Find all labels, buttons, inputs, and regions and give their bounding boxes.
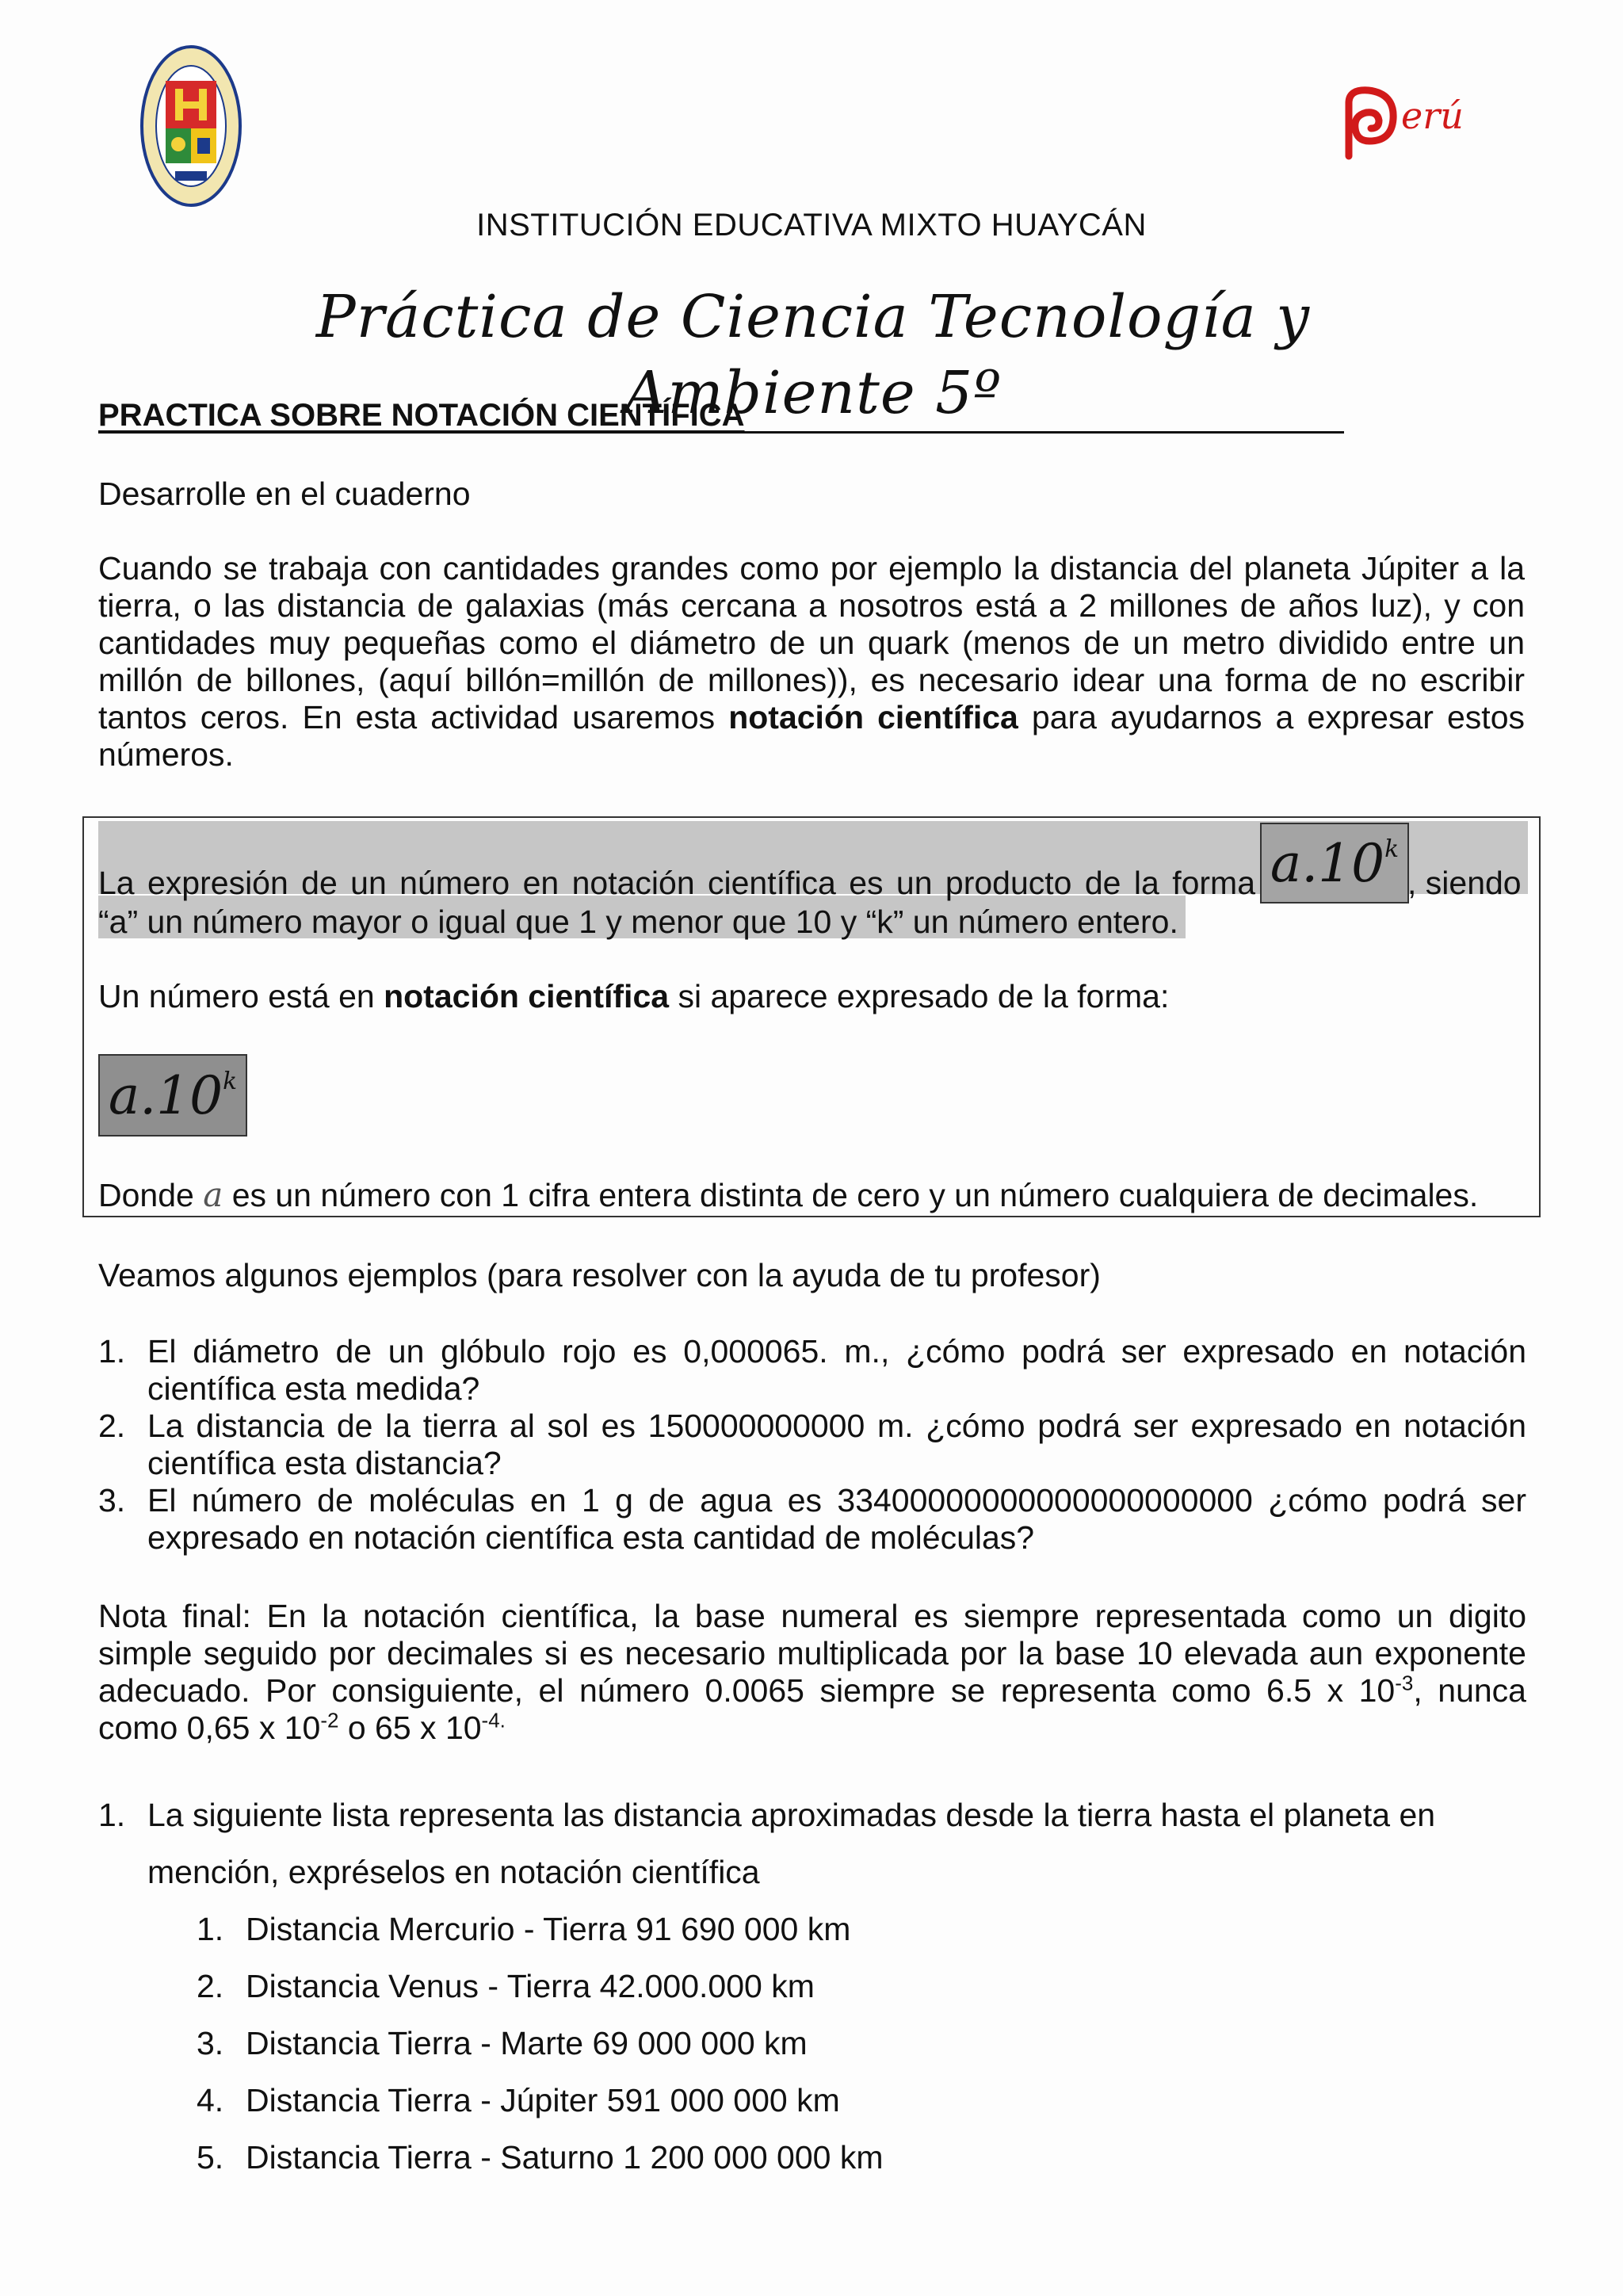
- exercise-item-text: Distancia Mercurio - Tierra 91 690 000 km: [246, 1911, 851, 1947]
- example-item: [98, 1333, 1526, 1408]
- intro-paragraph: [98, 550, 1525, 774]
- exercise-item: [197, 1901, 1526, 1958]
- exercise-item-text: Distancia Tierra - Saturno 1 200 000 000 km: [246, 2139, 884, 2176]
- intro-text-b: para ayudarnos a expresar estos números.: [98, 699, 1525, 773]
- examples-list: [98, 1333, 1526, 1557]
- final-note: [98, 1598, 1526, 1747]
- formula-inline: [1260, 823, 1409, 904]
- exercise-line2: mención, expréselos en notación científica: [147, 1854, 760, 1890]
- exercise-items: [98, 1901, 1526, 2186]
- exercise-item-number: 2.: [197, 1968, 224, 2004]
- definition-line1-end: , siendo: [1407, 865, 1522, 901]
- donde-line: [98, 1176, 1478, 1214]
- example-item: [98, 1408, 1526, 1482]
- examples-intro: Veamos algunos ejemplos (para resolver con la ayuda de tu profesor): [98, 1257, 1101, 1293]
- definition-line2: “a” un número mayor o igual que 1 y menor que 10 y “k” un número entero.: [98, 904, 1178, 940]
- school-seal-logo: [139, 44, 242, 208]
- note-exponent-c: -4.: [481, 1708, 506, 1733]
- example-number: 1.: [98, 1333, 126, 1370]
- exercise-item-text: Distancia Tierra - Júpiter 591 000 000 km: [246, 2082, 840, 2118]
- donde-variable: a: [203, 1175, 223, 1214]
- definition-sentence-a: Un número está en: [98, 978, 384, 1014]
- exercise-item: [197, 2072, 1526, 2129]
- school-name: INSTITUCIÓN EDUCATIVA MIXTO HUAYCÁN: [476, 208, 1147, 243]
- donde-label: Donde: [98, 1177, 194, 1213]
- example-text: El número de moléculas en 1 g de agua es 33400000000000000000000 ¿cómo podrá ser expresado en notación científica esta cantidad de moléculas?: [147, 1482, 1526, 1556]
- example-number: 2.: [98, 1408, 126, 1444]
- example-item: [98, 1482, 1526, 1557]
- exercise-number: 1.: [98, 1797, 126, 1833]
- exercise-block: [98, 1786, 1526, 2186]
- definition-line1: La expresión de un número en notación científica es un producto de la forma: [98, 865, 1255, 901]
- formula-block: [98, 1054, 247, 1137]
- formula-block-exp: k: [223, 1067, 238, 1095]
- example-number: 3.: [98, 1482, 126, 1519]
- note-text-a: Nota final: En la notación científica, la base numeral es siempre representada como un digito simple seguido por decimales si es necesario multiplicada por la base 10 elevada aun exponente adecuado. Por consiguiente, el número 0.0065 siempre se representa como 6.5 x 10: [98, 1598, 1526, 1709]
- intro-bold: notación científica: [728, 699, 1018, 735]
- exercise-item-number: 4.: [197, 2082, 224, 2118]
- example-text: La distancia de la tierra al sol es 150000000000 m. ¿cómo podrá ser expresado en notación científica esta distancia?: [147, 1408, 1526, 1481]
- note-exponent-a: -3: [1395, 1671, 1414, 1695]
- practice-title: Práctica de Ciencia Tecnología y Ambiente 5º: [282, 279, 1344, 434]
- definition-sentence-b: si aparece expresado de la forma:: [669, 978, 1170, 1014]
- donde-rest: es un número con 1 cifra entera distinta de cero y un número cualquiera de decimales.: [231, 1177, 1479, 1213]
- exercise-item: [197, 2129, 1526, 2186]
- note-exponent-b: -2: [320, 1708, 339, 1733]
- peru-logo: [1325, 81, 1484, 176]
- example-text: El diámetro de un glóbulo rojo es 0,000065. m., ¿cómo podrá ser expresado en notación científica esta medida?: [147, 1333, 1526, 1407]
- exercise-item-text: Distancia Venus - Tierra 42.000.000 km: [246, 1968, 815, 2004]
- exercise-item: [197, 1958, 1526, 2015]
- note-text-c: o 65 x 10: [338, 1710, 482, 1746]
- definition-sentence: [98, 978, 1169, 1015]
- instruction-text: Desarrolle en el cuaderno: [98, 476, 471, 512]
- formula-inline-exp: k: [1384, 835, 1400, 863]
- note-text-b: , nunca como 0,65 x 10: [98, 1672, 1526, 1746]
- exercise-item: [197, 2015, 1526, 2072]
- exercise-item-number: 1.: [197, 1911, 224, 1947]
- exercise-item-number: 5.: [197, 2139, 224, 2176]
- svg-text:erú: erú: [1401, 94, 1464, 137]
- section-title: PRACTICA SOBRE NOTACIÓN CIENTÍFICA: [98, 398, 745, 433]
- definition-sentence-bold: notación científica: [384, 978, 670, 1014]
- exercise-item-text: Distancia Tierra - Marte 69 000 000 km: [246, 2025, 808, 2061]
- intro-text-a: Cuando se trabaja con cantidades grandes como por ejemplo la distancia del planeta Júpiter a la tierra, o las distancia de galaxias (más cercana a nosotros está a 2 millones de años luz), y con cantidades muy pequeñas como el diámetro de un quark (menos de un metro dividido entre un millón de billones, (aquí billón=millón de millones)), es necesario idear una forma de no escribir tantos ceros. En esta actividad usaremos: [98, 550, 1525, 735]
- exercise-line1: La siguiente lista representa las distancia aproximadas desde la tierra hasta el planeta en: [147, 1797, 1436, 1833]
- formula-block-base: a.10: [108, 1064, 223, 1126]
- formula-inline-base: a.10: [1270, 832, 1385, 894]
- exercise-item-number: 3.: [197, 2025, 224, 2061]
